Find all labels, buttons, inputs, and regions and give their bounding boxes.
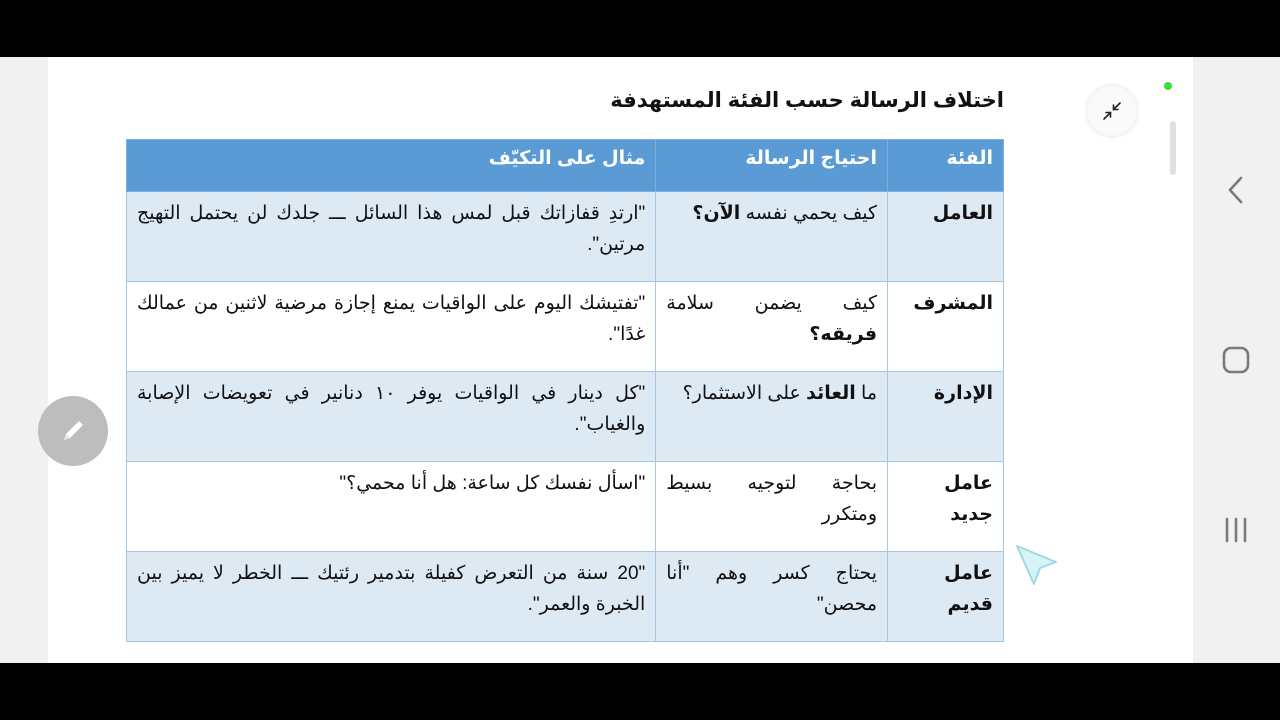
header-category: الفئة bbox=[888, 140, 1004, 192]
header-example: مثال على التكيّف bbox=[127, 140, 656, 192]
table-row bbox=[127, 552, 1004, 642]
table-header-row bbox=[127, 140, 1004, 192]
cell-example: "كل دينار في الواقيات يوفر ١٠ دنانير في تعويضات الإصابة والغياب". bbox=[127, 372, 656, 462]
cell-category: المشرف bbox=[888, 282, 1004, 372]
cell-category: العامل bbox=[888, 192, 1004, 282]
cell-example: "20 سنة من التعرض كفيلة بتدمير رئتيك ـــ الخطر لا يميز بين الخبرة والعمر". bbox=[127, 552, 656, 642]
table-row bbox=[127, 192, 1004, 282]
cell-category: عامل جديد bbox=[888, 462, 1004, 552]
bottom-black-bar bbox=[0, 663, 1280, 720]
cell-need: كيف يضمن سلامة فريقه؟ bbox=[656, 282, 888, 372]
table-row bbox=[127, 372, 1004, 462]
document-title: اختلاف الرسالة حسب الفئة المستهدفة bbox=[610, 89, 1004, 112]
cell-example: "اسأل نفسك كل ساعة: هل أنا محمي؟" bbox=[127, 462, 656, 552]
table-row bbox=[127, 282, 1004, 372]
cell-example: "تفتيشك اليوم على الواقيات يمنع إجازة مرضية لاثنين من عمالك غدًا". bbox=[127, 282, 656, 372]
collapse-fullscreen-button[interactable] bbox=[1087, 86, 1137, 136]
chevron-left-icon bbox=[1226, 175, 1246, 205]
nav-back-button[interactable] bbox=[1218, 170, 1254, 210]
collapse-arrows-icon bbox=[1101, 100, 1123, 122]
cell-category: عامل قديم bbox=[888, 552, 1004, 642]
header-need: احتياج الرسالة bbox=[656, 140, 888, 192]
status-indicator-dot bbox=[1164, 82, 1172, 90]
table-row bbox=[127, 462, 1004, 552]
nav-recents-button[interactable] bbox=[1218, 510, 1254, 550]
cell-example: "ارتدِ قفازاتك قبل لمس هذا السائل ـــ جلدك لن يحتمل التهيج مرتين". bbox=[127, 192, 656, 282]
cell-need: يحتاج كسر وهم "أنا محصن" bbox=[656, 552, 888, 642]
cell-need: ما العائد على الاستثمار؟ bbox=[656, 372, 888, 462]
left-margin bbox=[0, 57, 48, 663]
cell-need: كيف يحمي نفسه الآن؟ bbox=[656, 192, 888, 282]
top-black-bar bbox=[0, 0, 1280, 57]
cursor-arrow-icon bbox=[1012, 540, 1062, 590]
nav-home-button[interactable] bbox=[1218, 340, 1254, 380]
square-home-icon bbox=[1221, 345, 1251, 375]
message-table bbox=[126, 139, 1004, 642]
three-bars-recents-icon bbox=[1221, 515, 1251, 545]
pencil-icon bbox=[56, 414, 90, 448]
edit-button[interactable] bbox=[38, 396, 108, 466]
cursor-pointer bbox=[1012, 540, 1062, 590]
cell-category: الإدارة bbox=[888, 372, 1004, 462]
cell-need: بحاجة لتوجيه بسيط ومتكرر bbox=[656, 462, 888, 552]
vertical-scrollbar[interactable] bbox=[1170, 121, 1176, 175]
